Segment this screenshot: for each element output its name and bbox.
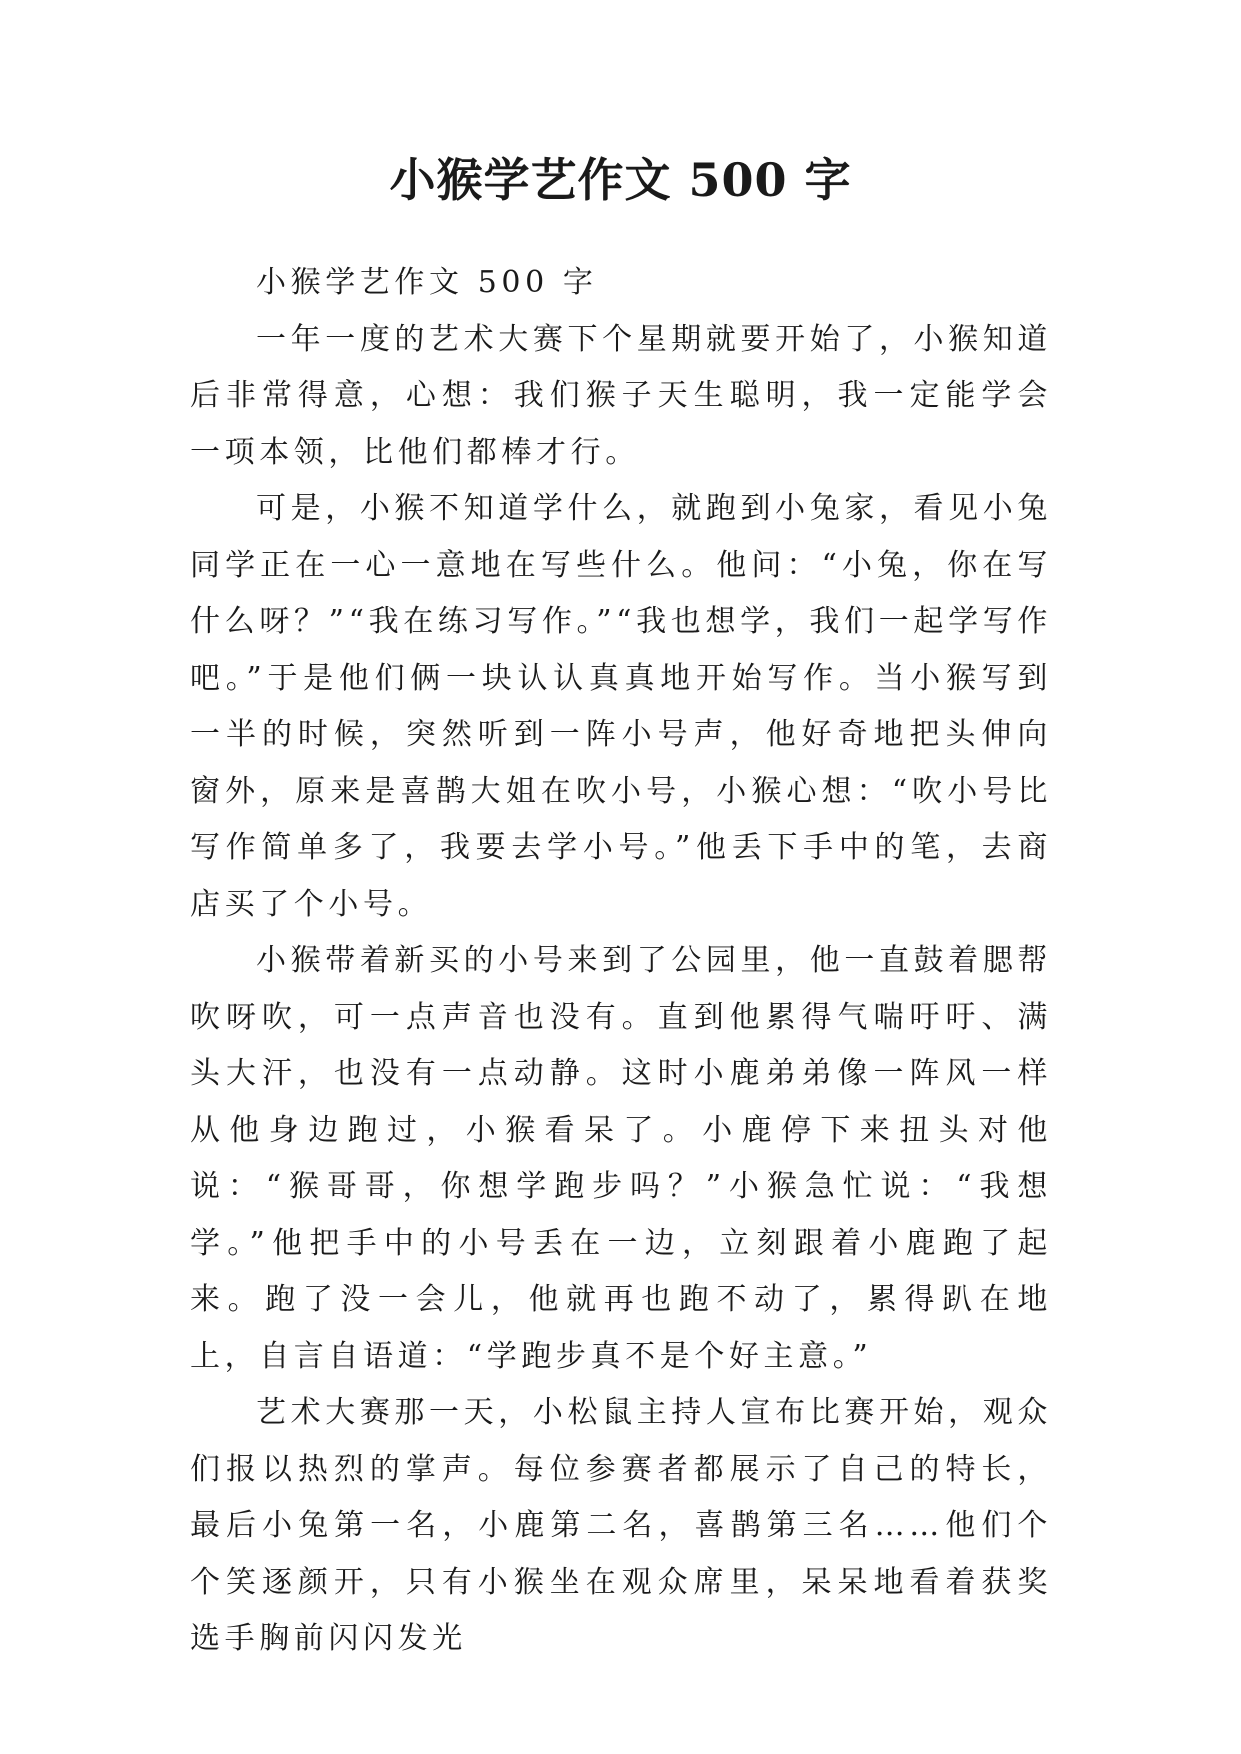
document-body [190, 255, 1052, 1668]
paragraph: 一年一度的艺术大赛下个星期就要开始了，小猴知道后非常得意，心想：我们猴子天生聪明，我一定能学会一项本领，比他们都棒才行。 [190, 321, 1052, 470]
paragraph: 可是，小猴不知道学什么，就跑到小兔家，看见小兔同学正在一心一意地在写些什么。他问：“小兔，你在写什么呀？”“我在练习写作。”“我也想学，我们一起学写作吧。”于是他们俩一块认认真真地开始写作。当小猴写到一半的时候，突然听到一阵小号声，他好奇地把头伸向窗外，原来是喜鹊大姐在吹小号，小猴心想：“吹小号比写作简单多了，我要去学小号。”他丢下手中的笔，去商店买了个小号。 [190, 491, 1052, 922]
paragraph: 小猴带着新买的小号来到了公园里，他一直鼓着腮帮吹呀吹，可一点声音也没有。直到他累得气喘吁吁、满头大汗，也没有一点动静。这时小鹿弟弟像一阵风一样从他身边跑过，小猴看呆了。小鹿停下来扭头对他说：“猴哥哥，你想学跑步吗？”小猴急忙说：“我想学。”他把手中的小号丢在一边，立刻跟着小鹿跑了起来。跑了没一会儿，他就再也跑不动了，累得趴在地上，自言自语道：“学跑步真不是个好主意。” [190, 943, 1052, 1374]
paragraph: 艺术大赛那一天，小松鼠主持人宣布比赛开始，观众们报以热烈的掌声。每位参赛者都展示了自己的特长，最后小兔第一名，小鹿第二名，喜鹊第三名……他们个个笑逐颜开，只有小猴坐在观众席里，呆呆地看着获奖选手胸前闪闪发光 [190, 1395, 1052, 1656]
document-title: 小猴学艺作文 500 字 [389, 153, 852, 207]
paragraph-subtitle: 小猴学艺作文 500 字 [256, 265, 598, 300]
